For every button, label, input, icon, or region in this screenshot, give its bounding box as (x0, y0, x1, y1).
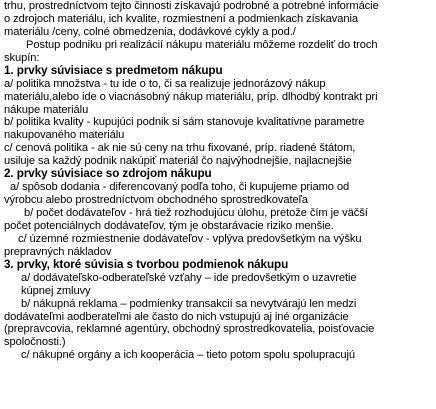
text-line: nakupovaného materiálu (4, 129, 125, 142)
text-line: spoločnosti.) (4, 336, 66, 349)
text-line: b/ nákupná reklama – podmienky transakcií sa nevytvárajú len medzi (21, 297, 357, 310)
text-line: materiálu,alebo ide o viacnásobný nákup materiálu, príp. dlhodbý kontrakt pri (4, 90, 378, 103)
text-line: (prepravcovia, reklamné agentúry, obchodný sprostredkovatelia, poisťovacie (4, 323, 375, 336)
text-line: o zdrojoch materiálu, ich kvalite, rozmiestnení a podmienkach získavania (4, 12, 359, 25)
text-line: b/ politika kvality - kupujúci podnik si sám stanovuje kvalitatívne parametre (4, 116, 365, 129)
text-line: počet potenciálnych dodávateľov, tým je obstarávacie riziko menšie. (4, 219, 334, 232)
text-line: materiálu /ceny, colné obmedzenia, dodávkové cykly a pod./ (4, 25, 296, 38)
document-body (4, 0, 432, 362)
text-line: usiluje sa každý podnik nakúpiť materiál čo najvýhodnejšie, najlacnejšie (4, 155, 352, 168)
text-line: trhu, prostredníctvom tejto činnosti získavajú podrobné a potrebné informácie (4, 0, 379, 12)
text-line: a/ dodávateľsko-odberateľské vzťahy – ide predovšetkým o uzavretie (21, 271, 357, 284)
text-line: prepravných nákladov (4, 245, 112, 258)
section-heading: 1. prvky súvisiace s predmetom nákupu (4, 63, 223, 77)
text-line: c/ územné rozmiestnenie dodávateľov - vplýva predovšetkým na výšku (18, 232, 362, 245)
text-line: Postup podniku pri realizácií nákupu materiálu môžeme rozdeliť do troch (26, 38, 378, 51)
text-line: skupín: (4, 51, 40, 64)
text-line: výrobcu alebo prostredníctvom obchodného sprostredkovateľa (4, 194, 308, 207)
text-line: b/ počet dodávateľov - hrá tiež rozhodujúcu úlohu, pretože čím je väčší (24, 207, 368, 219)
text-line: a/ spôsob dodania - diferencovaný podľa toho, či kupujeme priamo od (10, 181, 350, 194)
text-line: c/ nákupné orgány a ich kooperácia – tieto potom spolu spolupracujú (21, 349, 356, 362)
text-line: kúpnej zmluvy (21, 284, 91, 297)
section-heading: 3. prvky, ktoré súvisia s tvorbou podmienok nákupu (4, 257, 289, 271)
text-line: c/ cenová politika - ak nie sú ceny na trhu fixované, príp. riadené štátom, (4, 142, 356, 155)
section-heading: 2. prvky súvisiace so zdrojom nákupu (4, 167, 212, 181)
text-line: dodávateľmi aodberateľmi ale často do nich vstupujú aj iné organizácie (4, 310, 349, 323)
text-line: a/ politika množstva - tu ide o to, či sa realizuje jednorázový nákup (4, 77, 326, 90)
text-line: nákupe materiálu (4, 103, 89, 116)
